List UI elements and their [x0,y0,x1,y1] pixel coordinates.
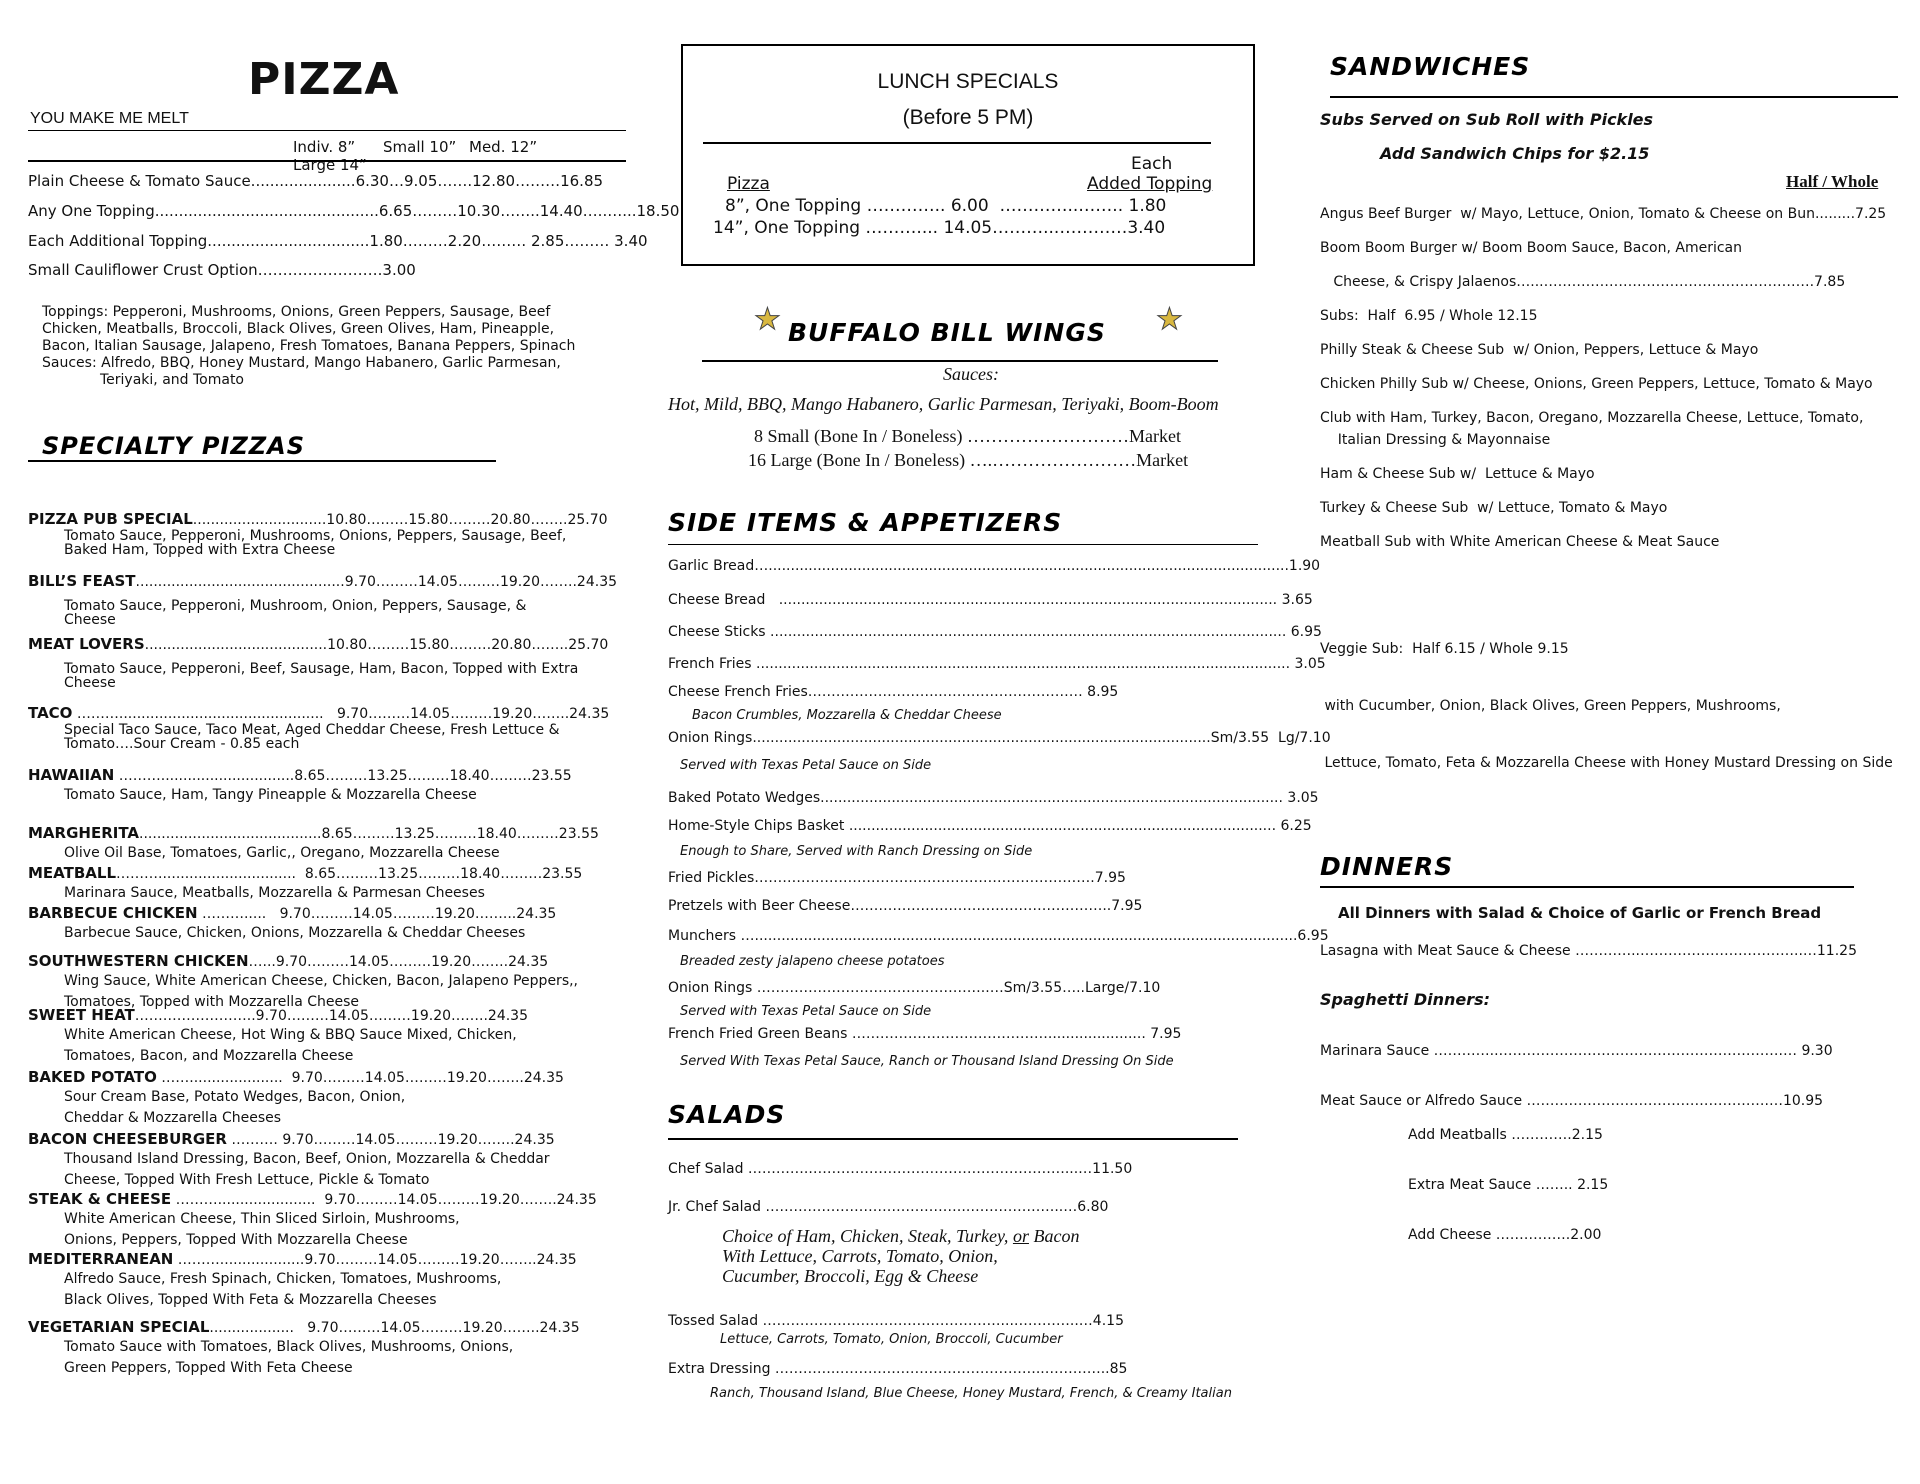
sandwich-item: Chicken Philly Sub w/ Cheese, Onions, Green Peppers, Lettuce, Tomato & Mayo [1320,376,1873,392]
specialty-item-header [28,1006,626,1025]
specialty-item-desc: Tomato Sauce, Ham, Tangy Pineapple & Mozzarella Cheese [64,787,477,803]
pizza-size-header [293,138,626,174]
specialty-item [28,635,626,690]
specialty-item-header [28,1068,626,1087]
salad-jr-chef: Jr. Chef Salad ……………………………………..………………..…6.80 [668,1199,1109,1215]
specialty-item-desc: Tomato Sauce, Pepperoni, Beef, Sausage, Ham, Bacon, Topped with Extra [64,661,579,677]
specialty-item-prices: ………. 9.70………14.05………19.20……..24.35 [226,1132,555,1148]
wings-sauces-label: Sauces: [943,364,999,384]
pizza-title: PIZZA [248,54,400,105]
specialty-item-name: BARBECUE CHICKEN [28,904,198,922]
side-item: Onion Rings …………………………………………..…Sm/3.55…..Large/7.10 [668,980,1161,996]
specialty-item-name: VEGETARIAN SPECIAL [28,1318,210,1336]
sandwich-item: Turkey & Cheese Sub w/ Lettuce, Tomato & Mayo [1320,500,1668,516]
dinners-title: DINNERS [1320,852,1454,881]
salad-chef: Chef Salad …………..………………………………………………...…11.50 [668,1161,1133,1177]
star-icon: ★ [754,302,781,337]
star-icon: ★ [1156,302,1183,337]
salad-extra-dressing: Extra Dressing …………..……………………………………..…………..85 [668,1361,1128,1377]
specialty-item-header [28,1190,626,1209]
lunch-rule [703,142,1211,144]
lunch-row-8: 8”, One Topping ………….. 6.00 …………..…….. 1.80 [725,196,1167,216]
specialty-item-desc: Cheese, Topped With Fresh Lettuce, Pickle & Tomato [64,1172,430,1188]
specialty-item-desc: White American Cheese, Hot Wing & BBQ Sauce Mixed, Chicken, [64,1027,517,1043]
size-small: Small 10” [383,138,457,156]
specialty-item-name: STEAK & CHEESE [28,1190,172,1208]
specialty-item [28,510,626,557]
size-large: Large 14” [293,156,367,174]
specialty-item-desc: Wing Sauce, White American Cheese, Chicken, Bacon, Jalapeno Peppers,, [64,973,579,989]
lunch-row-14: 14”, One Topping ……….... 14.05………...…………3.40 [713,218,1166,238]
sandwich-item: Boom Boom Burger w/ Boom Boom Sauce, Bacon, American [1320,240,1742,256]
salad-extra-note: Ranch, Thousand Island, Blue Cheese, Honey Mustard, French, & Creamy Italian [710,1386,1232,1401]
choice-text: Choice of Ham, Chicken, Steak, Turkey, [722,1226,1013,1246]
salad-choice [722,1226,1079,1286]
specialty-item-desc: Onions, Peppers, Topped With Mozzarella Cheese [64,1232,408,1248]
specialty-item-desc: Tomato….Sour Cream - 0.85 each [64,736,300,752]
size-med: Med. 12” [469,138,538,156]
specialty-item-header [28,510,626,529]
specialty-item-prices: ………..............................8.65………13.25………18.40………23.55 [114,768,572,784]
specialty-item-desc: Tomatoes, Bacon, and Mozzarella Cheese [64,1048,354,1064]
side-item: Cheese French Fries………………………..………………………… 8.95 [668,684,1119,700]
side-item-note: Served with Texas Petal Sauce on Side [680,758,932,773]
sandwiches-rule [1330,96,1898,98]
sandwiches-sub1: Subs Served on Sub Roll with Pickles [1320,110,1654,129]
specialty-item [28,1006,626,1067]
specialty-item [28,1068,626,1129]
specialty-title: SPECIALTY PIZZAS [42,432,305,460]
specialty-item-prices: ……….............................................. 9.70………14.05………19.20……..24.35 [72,706,610,722]
side-item: Cheese Bread ................................................................................................................ 3.65 [668,592,1313,608]
salad-choice-line: Cucumber, Broccoli, Egg & Cheese [722,1266,979,1286]
pizza-rule-sizes [28,160,626,162]
addon-cheese: Add Cheese …………….2.00 [1408,1227,1602,1243]
specialty-item-desc: Cheddar & Mozzarella Cheeses [64,1110,282,1126]
price-cauliflower: Small Cauliflower Crust Option…………………….3.00 [28,261,416,279]
half-whole-label: Half / Whole [1786,172,1879,191]
specialty-item-header [28,824,626,843]
specialty-item [28,1250,626,1311]
dinners-sub: All Dinners with Salad & Choice of Garlic or French Bread [1338,904,1822,922]
specialty-item-header [28,904,626,923]
specialty-item-name: MEAT LOVERS [28,635,145,653]
pizza-tagline: YOU MAKE ME MELT [30,110,189,127]
toppings-list [42,304,575,389]
sandwich-item: Italian Dressing & Mayonnaise [1320,432,1551,448]
specialty-item [28,766,626,806]
side-item: French Fries ........................................................................................................................ 3.05 [668,656,1326,672]
specialty-item-name: MEDITERRANEAN [28,1250,174,1268]
specialty-item-desc: Alfredo Sauce, Fresh Spinach, Chicken, Tomatoes, Mushrooms, [64,1271,502,1287]
dinner-lasagna: Lasagna with Meat Sauce & Cheese …………..……………………………..…11.25 [1320,943,1857,959]
price-plain-cheese: Plain Cheese & Tomato Sauce......................6.30…9.05…….12.80………16.85 [28,172,604,190]
specialty-item-name: BACON CHEESEBURGER [28,1130,227,1148]
dinner-marinara: Marinara Sauce …………..…………………………………………………….… 9.30 [1320,1043,1833,1059]
specialty-item-name: SWEET HEAT [28,1006,135,1024]
sandwich-item: Cheese, & Crispy Jalaenos…...………………………………………………….7.85 [1320,274,1846,290]
sandwich-item: Angus Beef Burger w/ Mayo, Lettuce, Onion, Tomato & Cheese on Bun.........7.25 [1320,206,1887,222]
salad-tossed: Tossed Salad ……………………………………………...…………..…4.15 [668,1313,1124,1329]
specialty-item-desc: White American Cheese, Thin Sliced Sirloin, Mushrooms, [64,1211,460,1227]
specialty-item-prices: .........................................10.80………15.80………20.80……..25.70 [144,637,609,653]
specialty-item [28,904,626,944]
wings-small: 8 Small (Bone In / Boneless) ………………………Market [754,426,1181,446]
specialty-item-header [28,1250,626,1269]
specialty-item-desc: Black Olives, Topped With Feta & Mozzarella Cheeses [64,1292,437,1308]
side-item: Home-Style Chips Basket ................................................................................................ 6.25 [668,818,1312,834]
side-item: Munchers …..........................................................................................................................6.95 [668,928,1329,944]
side-item-note: Enough to Share, Served with Ranch Dressing on Side [680,844,1033,859]
specialty-item [28,1318,626,1379]
sandwich-item: Meatball Sub with White American Cheese & Meat Sauce [1320,534,1720,550]
salads-rule [668,1138,1238,1140]
specialty-item-desc: Baked Ham, Topped with Extra Cheese [64,542,336,558]
specialty-item-name: HAWAIIAN [28,766,115,784]
specialty-item-prices: ………...................9.70………14.05………19.20……..24.35 [173,1252,577,1268]
specialty-item-desc: Olive Oil Base, Tomatoes, Garlic,, Oregano, Mozzarella Cheese [64,845,500,861]
specialty-item-prices: ………............................... 8.65………13.25………18.40………23.55 [116,866,583,882]
specialty-item-header [28,1130,626,1149]
specialty-rule [28,460,496,462]
side-item-note: Served with Texas Petal Sauce on Side [680,1004,932,1019]
specialty-item-desc: Sour Cream Base, Potato Wedges, Bacon, Onion, [64,1089,406,1105]
side-item: Onion Rings.......................................................................................................Sm/3.55 Lg/7.10 [668,730,1331,746]
specialty-item-name: MARGHERITA [28,824,140,842]
lunch-each-label: Each [1131,154,1173,174]
wings-title: BUFFALO BILL WINGS [788,318,1106,347]
toppings-line: Toppings: Pepperoni, Mushrooms, Onions, Green Peppers, Sausage, Beef [42,304,551,320]
sides-rule [668,544,1258,545]
specialty-item-name: MEATBALL [28,864,117,882]
lunch-col-topping: Added Topping [1087,174,1213,194]
specialty-item-prices: ……..................... 9.70………14.05………19.20……..24.35 [156,1070,564,1086]
sandwiches-title: SANDWICHES [1330,52,1531,81]
specialty-item-header [28,635,626,654]
dinners-rule [1320,886,1854,888]
specialty-item-desc: Barbecue Sauce, Chicken, Onions, Mozzarella & Cheddar Cheeses [64,925,526,941]
specialty-item [28,704,626,751]
specialty-item-desc: Tomato Sauce with Tomatoes, Black Olives, Mushrooms, Onions, [64,1339,514,1355]
price-each-topping: Each Additional Topping..................................1.80………2.20……… 2.85……… 3.40 [28,232,648,250]
sandwich-item: Ham & Cheese Sub w/ Lettuce & Mayo [1320,466,1595,482]
choice-text: Bacon [1028,1226,1080,1246]
specialty-item [28,824,626,864]
salad-choice-line [722,1226,1079,1246]
size-indiv: Indiv. 8” [293,138,356,156]
veggie-line: Lettuce, Tomato, Feta & Mozzarella Cheese with Honey Mustard Dressing on Side [1320,755,1893,771]
specialty-item [28,952,626,1013]
specialty-item-prices: .........................................8.65………13.25………18.40………23.55 [139,826,599,842]
specialty-item-desc: Tomato Sauce, Pepperoni, Mushrooms, Onions, Peppers, Sausage, Beef, [64,528,567,544]
specialty-item-name: BILL’S FEAST [28,572,136,590]
specialty-item-prices: ...............................................9.70………14.05………19.20……..24.35 [135,574,618,590]
sandwiches-sub2: Add Sandwich Chips for $2.15 [1380,144,1650,163]
veggie-line: with Cucumber, Onion, Black Olives, Green Peppers, Mushrooms, [1320,698,1781,714]
side-item: Fried Pickles……………………………………………………………….7.95 [668,870,1126,886]
specialty-item-prices: …...9.70………14.05………19.20……..24.35 [248,954,549,970]
sandwich-item: Club with Ham, Turkey, Bacon, Oregano, Mozzarella Cheese, Lettuce, Tomato, [1320,410,1864,426]
addon-meat-sauce: Extra Meat Sauce …….. 2.15 [1408,1177,1609,1193]
specialty-item-prices: ………...................... 9.70………14.05………19.20……..24.35 [171,1192,597,1208]
specialty-item [28,864,626,904]
specialty-item-prices: ................... 9.70………14.05………19.20……..24.35 [209,1320,580,1336]
specialty-item-prices: ……………………..9.70………14.05………19.20……..24.35 [134,1008,528,1024]
specialty-item-prices: ..............................10.80………15.80………20.80……..25.70 [192,512,608,528]
toppings-line: Sauces: Alfredo, BBQ, Honey Mustard, Mango Habanero, Garlic Parmesan, [42,355,561,371]
sandwich-item: Philly Steak & Cheese Sub w/ Onion, Peppers, Lettuce & Mayo [1320,342,1759,358]
specialty-item-name: SOUTHWESTERN CHICKEN [28,952,249,970]
specialty-item-desc: Marinara Sauce, Meatballs, Mozzarella & Parmesan Cheeses [64,885,485,901]
specialty-item-desc: Tomatoes, Topped with Mozzarella Cheese [64,994,360,1010]
specialty-item-desc: Cheese [64,612,116,628]
specialty-item-desc: Special Taco Sauce, Taco Meat, Aged Cheddar Cheese, Fresh Lettuce & [64,722,560,738]
specialty-item-header [28,864,626,883]
wings-rule [702,360,1218,362]
specialty-item-desc: Cheese [64,675,116,691]
veggie-sub [1320,602,1893,811]
salad-tossed-note: Lettuce, Carrots, Tomato, Onion, Broccoli, Cucumber [720,1332,1063,1347]
addon-meatballs: Add Meatballs ………….2.15 [1408,1127,1603,1143]
spaghetti-label: Spaghetti Dinners: [1320,990,1491,1009]
specialty-item-desc: Thousand Island Dressing, Bacon, Beef, Onion, Mozzarella & Cheddar [64,1151,550,1167]
side-item: Garlic Bread….....................................................................................................................1.90 [668,558,1321,574]
specialty-item [28,1130,626,1191]
side-item-note: Served With Texas Petal Sauce, Ranch or Thousand Island Dressing On Side [680,1054,1174,1069]
specialty-item-header [28,766,626,785]
side-item-note: Bacon Crumbles, Mozzarella & Cheddar Cheese [692,708,1002,723]
pizza-rule-top [28,130,626,131]
salad-choice-line: With Lettuce, Carrots, Tomato, Onion, [722,1246,998,1266]
salads-title: SALADS [668,1100,786,1129]
specialty-item-name: TACO [28,704,73,722]
side-item: Pretzels with Beer Cheese………………………………………………..7.95 [668,898,1143,914]
specialty-item-desc: Green Peppers, Topped With Feta Cheese [64,1360,353,1376]
dinner-meat-alfredo: Meat Sauce or Alfredo Sauce …………………………………………….…10.95 [1320,1093,1824,1109]
choice-or: or [1012,1226,1029,1246]
specialty-item-name: BAKED POTATO [28,1068,157,1086]
sides-title: SIDE ITEMS & APPETIZERS [668,508,1063,537]
specialty-item-name: PIZZA PUB SPECIAL [28,510,193,528]
lunch-subtitle: (Before 5 PM) [902,106,1034,129]
specialty-item-header [28,952,626,971]
specialty-item-header [28,572,626,591]
side-item: Cheese Sticks .................................................................................................................... 6.95 [668,624,1322,640]
side-item-note: Breaded zesty jalapeno cheese potatoes [680,954,945,969]
toppings-line: Bacon, Italian Sausage, Jalapeno, Fresh Tomatoes, Banana Peppers, Spinach [42,338,576,354]
wings-sauces: Hot, Mild, BBQ, Mango Habanero, Garlic Parmesan, Teriyaki, Boom-Boom [668,394,1219,414]
specialty-item [28,1190,626,1251]
lunch-title: LUNCH SPECIALS [877,70,1059,93]
specialty-item-header [28,704,626,723]
sandwich-item: Subs: Half 6.95 / Whole 12.15 [1320,308,1538,324]
lunch-col-pizza: Pizza [727,174,770,194]
specialty-item-desc: Tomato Sauce, Pepperoni, Mushroom, Onion, Peppers, Sausage, & [64,598,527,614]
specialty-item [28,572,626,627]
lunch-specials-box [681,44,1255,266]
price-one-topping: Any One Topping...............................................6.65………10.30……..14.40…..…...18.50 [28,202,680,220]
toppings-line: Teriyaki, and Tomato [100,372,244,388]
side-item: French Fried Green Beans ……………………………………...................... 7.95 [668,1026,1182,1042]
side-item: Baked Potato Wedges........................................................................................................ 3.05 [668,790,1319,806]
specialty-item-prices: ………..... 9.70………14.05………19.20……...24.35 [197,906,557,922]
specialty-item-header [28,1318,626,1337]
veggie-line: Veggie Sub: Half 6.15 / Whole 9.15 [1320,641,1569,657]
toppings-line: Chicken, Meatballs, Broccoli, Black Olives, Green Olives, Ham, Pineapple, [42,321,555,337]
wings-large: 16 Large (Bone In / Boneless) ….……………………Market [748,450,1189,470]
